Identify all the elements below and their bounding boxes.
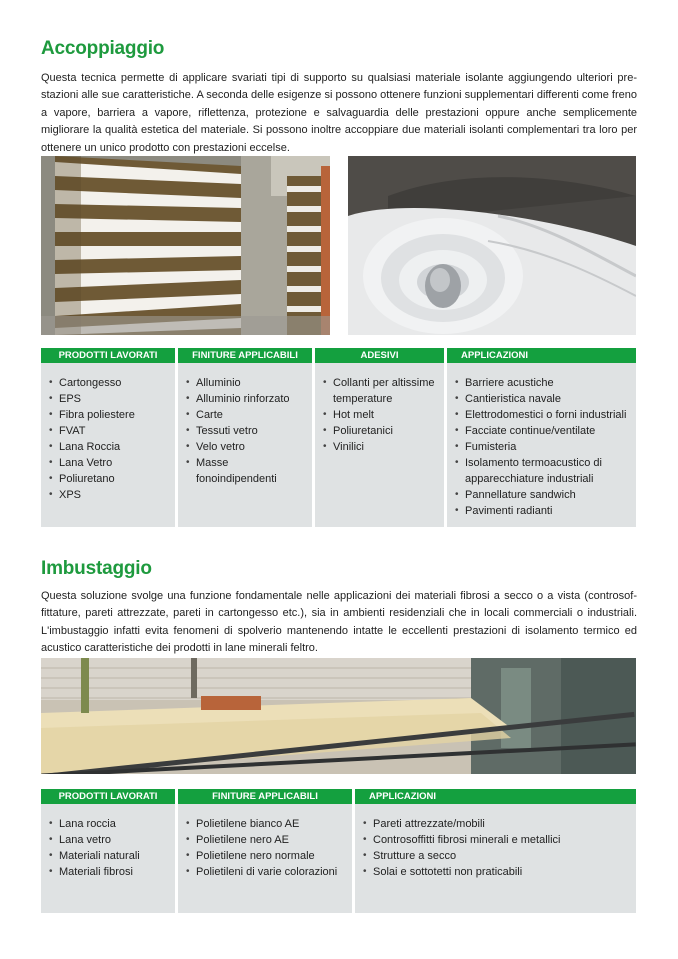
section-title-accoppiaggio: Accoppiaggio — [41, 38, 165, 59]
list-item: • Carte — [186, 407, 306, 423]
column-prodotti-lavorati — [41, 789, 175, 913]
list-item: • Polietileni di varie colorazioni — [186, 864, 346, 880]
list-item: • Facciate continue/ventilate — [455, 423, 630, 439]
list-item: • Hot melt — [323, 407, 438, 423]
column-applicazioni — [355, 789, 636, 913]
list-item: • Pavimenti radianti — [455, 503, 630, 519]
list-item: • Lana Vetro — [49, 455, 169, 471]
column-header: PRODOTTI LAVORATI — [41, 348, 175, 363]
column-header: FINITURE APPLICABILI — [178, 348, 312, 363]
column-header: ADESIVI — [315, 348, 444, 363]
list-item: • Alluminio — [186, 375, 306, 391]
list-item: • Cantieristica navale — [455, 391, 630, 407]
column-header: PRODOTTI LAVORATI — [41, 789, 175, 804]
photo-stacked-panels — [41, 156, 330, 335]
list-item: • Lana vetro — [49, 832, 169, 848]
list-item: • Tessuti vetro — [186, 423, 306, 439]
list-item: • Polietilene bianco AE — [186, 816, 346, 832]
list-item: • Solai e sottotetti non praticabili — [363, 864, 630, 880]
list-item: • Poliuretano — [49, 471, 169, 487]
section-title-imbustaggio: Imbustaggio — [41, 558, 152, 579]
list-item: • EPS — [49, 391, 169, 407]
list-item: • Alluminio rinforzato — [186, 391, 306, 407]
column-header: APPLICAZIONI — [355, 789, 636, 804]
list-item: • Polietilene nero AE — [186, 832, 346, 848]
list-item: • Pareti attrezzate/mobili — [363, 816, 630, 832]
list-item: • Vinilici — [323, 439, 438, 455]
column-finiture-applicabili — [178, 789, 352, 913]
list-item: • Pannellature sandwich — [455, 487, 630, 503]
list-item: • Collanti per altissime temperature — [323, 375, 438, 407]
list-item: • FVAT — [49, 423, 169, 439]
list-item: • Masse fonoindipendenti — [186, 455, 306, 487]
column-prodotti-lavorati — [41, 348, 175, 527]
list-item: • Controsoffitti fibrosi minerali e metallici — [363, 832, 630, 848]
list-item: • Velo vetro — [186, 439, 306, 455]
imbustaggio-paragraph: Questa soluzione svolge una funzione fondamentale nelle applicazioni dei materiali fibrosi a secco o a vista (controsof-fittature, pareti attrezzate, pareti in cartongesso etc.), sia in ambienti residenziali che in locali commerciali o industriali. L'imbustaggio infatti evita fenomeni di spolverio mantenendo intatte le eccellenti prestazioni di isolamento termico ed acustico caratteristiche dei prodotti in lane minerali feltro. — [41, 590, 637, 655]
list-item: • Cartongesso — [49, 375, 169, 391]
accoppiaggio-paragraph: Questa tecnica permette di applicare svariati tipi di supporto su qualsiasi materiale isolante aggiungendo ulteriori pre-stazioni alle sue caratteristiche. A seconda delle esigenze si possono ottenere funzioni supplementari differenti come freno a vapore, barriera a vapore, riflettenza, protezione e salvaguardia delle prestazioni oppure anche semplicemente migliorare la qualità estetica del materiale. Si possono inoltre accoppiare due materiali isolanti complementari tra loro per ottenere un unico prodotto con prestazioni eccelse. — [41, 72, 637, 154]
photo-packaging-machine — [41, 658, 636, 774]
list-item: • Isolamento termoacustico di apparecchiature industriali — [455, 455, 630, 487]
list-item: • Materiali fibrosi — [49, 864, 169, 880]
column-applicazioni — [447, 348, 636, 527]
list-item: • Fibra poliestere — [49, 407, 169, 423]
imbustaggio-table — [41, 789, 636, 913]
column-adesivi — [315, 348, 444, 527]
list-item: • Polietilene nero normale — [186, 848, 346, 864]
list-item: • Barriere acustiche — [455, 375, 630, 391]
photo-insulation-roll — [348, 156, 636, 335]
column-header: FINITURE APPLICABILI — [178, 789, 352, 804]
list-item: • Poliuretanici — [323, 423, 438, 439]
accoppiaggio-table — [41, 348, 636, 527]
list-item: • Materiali naturali — [49, 848, 169, 864]
list-item: • Lana roccia — [49, 816, 169, 832]
column-header: APPLICAZIONI — [447, 348, 636, 363]
list-item: • Elettrodomestici o forni industriali — [455, 407, 630, 423]
list-item: • Lana Roccia — [49, 439, 169, 455]
column-finiture-applicabili — [178, 348, 312, 527]
list-item: • XPS — [49, 487, 169, 503]
list-item: • Strutture a secco — [363, 848, 630, 864]
list-item: • Fumisteria — [455, 439, 630, 455]
